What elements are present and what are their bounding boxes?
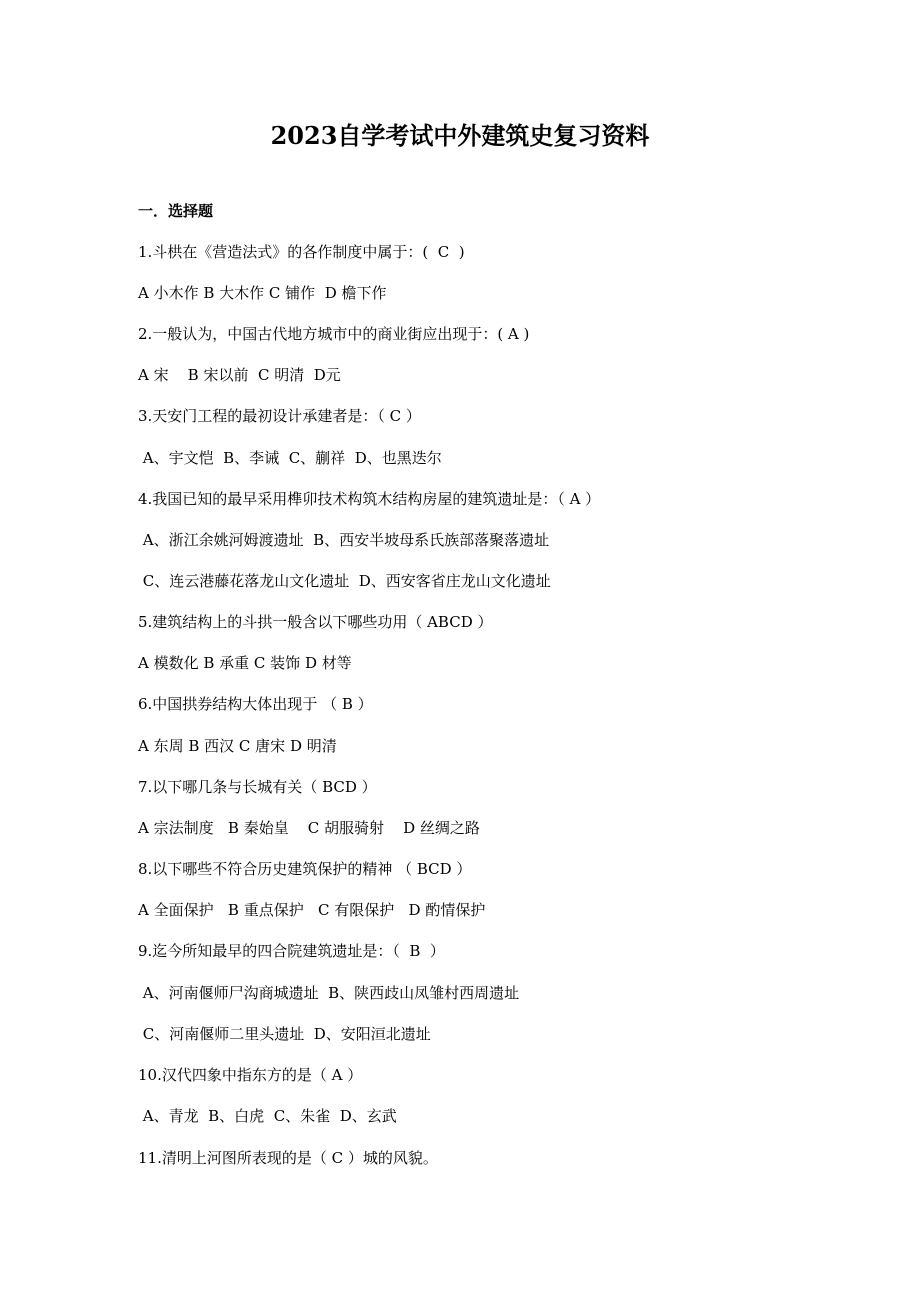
- question-2: 2.一般认为，中国古代地方城市中的商业街应出现于：( A ): [138, 325, 530, 343]
- question-10: 10.汉代四象中指东方的是（ A ）: [138, 1066, 363, 1084]
- question-3: 3.天安门工程的最初设计承建者是：（ C ）: [138, 407, 421, 425]
- question-1: 1.斗栱在《营造法式》的各作制度中属于：( C ): [138, 243, 465, 261]
- options-5: A 模数化 B 承重 C 装饰 D 材等: [138, 654, 352, 672]
- options-4a: A、浙江余姚河姆渡遗址 B、西安半坡母系氏族部落聚落遗址: [138, 531, 550, 549]
- options-3: A、宇文恺 B、李诫 C、蒯祥 D、也黑迭尔: [138, 449, 442, 467]
- options-6: A 东周 B 西汉 C 唐宋 D 明清: [138, 737, 337, 755]
- options-8: A 全面保护 B 重点保护 C 有限保护 D 酌情保护: [138, 901, 486, 919]
- question-8: 8.以下哪些不符合历史建筑保护的精神 （ BCD ）: [138, 860, 472, 878]
- options-4b: C、连云港藤花落龙山文化遗址 D、西安客省庄龙山文化遗址: [138, 572, 551, 590]
- question-6: 6.中国拱券结构大体出现于 （ B ）: [138, 695, 373, 713]
- options-10: A、青龙 B、白虎 C、朱雀 D、玄武: [138, 1107, 397, 1125]
- question-9: 9.迄今所知最早的四合院建筑遗址是：（ B ）: [138, 942, 445, 960]
- question-7: 7.以下哪几条与长城有关（ BCD ）: [138, 778, 377, 796]
- options-9b: C、河南偃师二里头遗址 D、安阳洹北遗址: [138, 1025, 431, 1043]
- options-1: A 小木作 B 大木作 C 铺作 D 檐下作: [138, 284, 387, 302]
- question-11: 11.清明上河图所表现的是（ C ）城的风貌。: [138, 1149, 438, 1167]
- options-2: A 宋 B 宋以前 C 明清 D元: [138, 366, 341, 384]
- question-4: 4.我国已知的最早采用榫卯技术构筑木结构房屋的建筑遗址是：（ A ）: [138, 490, 601, 508]
- options-7: A 宗法制度 B 秦始皇 C 胡服骑射 D 丝绸之路: [138, 819, 480, 837]
- options-9a: A、河南偃师尸沟商城遗址 B、陕西歧山凤雏村西周遗址: [138, 984, 520, 1002]
- question-5: 5.建筑结构上的斗拱一般含以下哪些功用（ ABCD ）: [138, 613, 493, 631]
- section-heading: 一．选择题: [138, 202, 214, 220]
- document-title: 2023自学考试中外建筑史复习资料: [270, 121, 650, 150]
